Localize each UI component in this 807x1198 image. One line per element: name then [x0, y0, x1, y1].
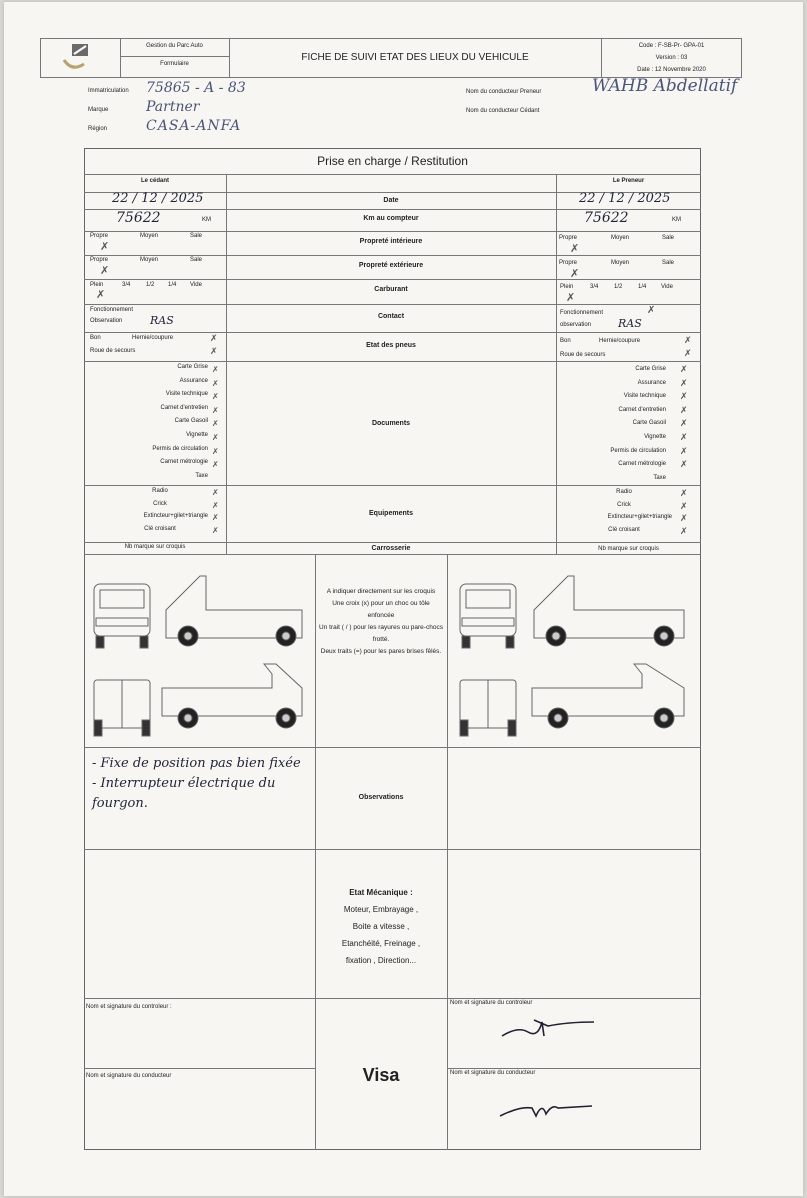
- right-doc-item: Assurance: [637, 379, 666, 386]
- left-doc-item: Taxe: [195, 472, 208, 479]
- doc-type: Formulaire: [160, 61, 189, 67]
- left-km-unit: KM: [202, 217, 211, 223]
- table-title: Prise en charge / Restitution: [317, 154, 468, 168]
- left-ext-check-icon: ✗: [100, 264, 110, 277]
- row-carrosserie: Carrosserie: [371, 545, 411, 552]
- left-fuel-14: 1/4: [168, 282, 177, 288]
- left-vehicle-sketch: [88, 560, 312, 744]
- right-ext-check-icon: ✗: [570, 267, 580, 280]
- left-int-propre: Propre: [90, 233, 109, 239]
- right-contact-check-icon: ✗: [647, 305, 656, 316]
- form-page: [4, 2, 803, 1196]
- right-date: 22 / 12 / 2025: [579, 191, 671, 206]
- right-docs-list: [560, 366, 666, 488]
- left-int-check-icon: ✗: [100, 240, 110, 253]
- controleur-signature: [498, 1012, 598, 1047]
- right-doc-item: Vignette: [644, 433, 666, 440]
- immat-label: Immatriculation: [88, 88, 129, 94]
- right-doc-item: Carte Gasoil: [632, 420, 666, 427]
- mecanique-line: Boite a vitesse ,: [352, 922, 410, 931]
- right-km-unit: KM: [672, 217, 681, 223]
- right-doc-item: Taxe: [653, 474, 666, 481]
- left-fuel-12: 1/2: [146, 282, 155, 288]
- row-carburant: Carburant: [374, 286, 408, 293]
- right-equip-item: Clé croisant: [608, 526, 640, 533]
- right-pneus-check-icon: ✗: [684, 336, 692, 346]
- left-fuel-34: 3/4: [122, 282, 131, 288]
- doc-version: Version : 03: [655, 55, 688, 61]
- left-pneus-check-icon: ✗: [210, 334, 218, 344]
- instruction-line: Deux traits (=) pour les pares brises fêlés.: [320, 648, 442, 655]
- left-equip-item: Radio: [152, 488, 168, 494]
- sig-controleur-left: Nom et signature du controleur :: [86, 1004, 172, 1010]
- right-hernie: Hernie/coupure: [599, 338, 641, 344]
- left-obs-value: RAS: [150, 314, 174, 327]
- left-ext-moyen: Moyen: [140, 257, 159, 263]
- right-fuel-14: 1/4: [638, 284, 647, 290]
- right-docs-checks-icon: ✗ ✗ ✗ ✗ ✗ ✗ ✗ ✗: [680, 365, 688, 471]
- left-doc-item: Vignette: [186, 431, 208, 438]
- right-doc-item: Carte Grise: [635, 366, 666, 372]
- right-roue: Roue de secours: [560, 352, 606, 358]
- instruction-line: A indiquer directement sur les croquis: [326, 588, 436, 595]
- doc-date: Date : 12 Novembre 2020: [637, 67, 706, 73]
- right-vehicle-sketch: [454, 560, 694, 744]
- right-fuel-12: 1/2: [614, 284, 623, 290]
- org-name: Gestion du Parc Auto: [146, 43, 203, 49]
- left-docs-checks-icon: ✗ ✗ ✗ ✗ ✗ ✗ ✗ ✗: [212, 365, 219, 470]
- instruction-line: Un trait ( / ) pour les rayures ou pare-chocs: [319, 624, 443, 631]
- right-ext-sale: Sale: [662, 260, 675, 266]
- right-doc-item: Visite technique: [623, 393, 666, 400]
- doc-code: Code : F-SB-Pr- GPA-01: [638, 43, 705, 49]
- right-equip-item: Radio: [616, 489, 632, 495]
- left-roue-check-icon: ✗: [210, 347, 218, 357]
- right-fuel-check-icon: ✗: [566, 291, 576, 304]
- left-equip-list: [88, 488, 208, 538]
- row-prop-ext: Propreté extérieure: [358, 262, 424, 269]
- left-equip-item: Crick: [153, 500, 167, 507]
- instruction-line: frotté.: [372, 636, 390, 643]
- right-doc-item: Carnet métrologie: [618, 461, 666, 468]
- left-hernie: Hernie/coupure: [132, 335, 174, 341]
- left-fuel-vide: Vide: [190, 282, 202, 288]
- right-doc-item: Carnet d'entretien: [618, 406, 666, 413]
- right-observation: observation: [560, 322, 592, 328]
- cedant-label: Nom du conducteur Cédant: [466, 108, 540, 114]
- sig-controleur-right: Nom et signature du controleur: [450, 1000, 533, 1006]
- right-nb-marque: Nb marque sur croquis: [598, 546, 659, 552]
- mecanique-line: fixation , Direction...: [345, 956, 417, 965]
- left-doc-item: Carte Grise: [177, 364, 208, 370]
- marque-label: Marque: [88, 107, 109, 113]
- row-pneus: Etat des pneus: [366, 342, 416, 349]
- right-int-check-icon: ✗: [570, 242, 580, 255]
- left-roue: Roue de secours: [90, 348, 136, 354]
- instruction-line: Une croix (x) pour un choc ou tôle enfoncée: [332, 600, 430, 619]
- sig-conducteur-left: Nom et signature du conducteur: [86, 1073, 172, 1079]
- right-int-sale: Sale: [662, 235, 675, 241]
- form-title: FICHE DE SUIVI ETAT DES LIEUX DU VEHICULE: [301, 52, 529, 63]
- preneur-label: Nom du conducteur Preneur: [466, 89, 542, 95]
- right-fuel-vide: Vide: [661, 284, 673, 290]
- row-equipements: Equipements: [369, 510, 413, 517]
- mecanique-block: [315, 884, 447, 969]
- left-doc-item: Assurance: [179, 377, 208, 384]
- right-equip-checks-icon: ✗ ✗ ✗ ✗: [680, 489, 688, 537]
- right-ext-propre: Propre: [559, 260, 578, 266]
- region-label: Région: [88, 126, 108, 132]
- region-value: CASA-ANFA: [146, 118, 242, 134]
- left-fuel-check-icon: ✗: [96, 288, 106, 301]
- observation-line: - Fixe de position pas bien fixée: [92, 756, 301, 771]
- left-equip-item: Clé croisant: [144, 525, 176, 532]
- left-observation: Observation: [90, 318, 123, 324]
- conducteur-signature: [496, 1092, 596, 1127]
- left-doc-item: Carte Gasoil: [174, 418, 208, 425]
- observations-label: Observations: [358, 794, 404, 801]
- left-doc-item: Carnet métrologie: [160, 459, 208, 466]
- company-logo: [50, 42, 110, 74]
- left-nb-marque: Nb marque sur croquis: [124, 544, 186, 550]
- left-fonctionnement: Fonctionnement: [90, 307, 134, 313]
- left-ext-propre: Propre: [90, 257, 109, 263]
- row-km: Km au compteur: [363, 215, 419, 222]
- right-doc-item: Permis de circulation: [610, 447, 666, 454]
- visa-label: Visa: [362, 1065, 400, 1085]
- right-km: 75622: [584, 210, 629, 226]
- left-fuel-plein: Plein: [90, 282, 104, 288]
- right-ext-moyen: Moyen: [611, 260, 630, 266]
- left-doc-item: Carnet d'entretien: [160, 404, 208, 411]
- row-prop-int: Propreté intérieure: [359, 238, 423, 245]
- left-doc-item: Visite technique: [165, 391, 208, 398]
- left-docs-list: [88, 364, 208, 486]
- left-equip-item: Extincteur+gilet+triangle: [143, 513, 208, 519]
- mecanique-line: Etanchéité, Freinage ,: [341, 939, 421, 948]
- right-roue-check-icon: ✗: [684, 349, 692, 359]
- left-bon: Bon: [90, 335, 101, 341]
- left-equip-checks-icon: ✗ ✗ ✗ ✗: [212, 488, 219, 535]
- right-bon: Bon: [560, 338, 571, 344]
- right-int-moyen: Moyen: [611, 235, 630, 241]
- left-doc-item: Permis de circulation: [152, 445, 208, 452]
- right-int-propre: Propre: [559, 235, 578, 241]
- left-int-moyen: Moyen: [140, 233, 159, 239]
- right-fonctionnement: Fonctionnement: [560, 310, 604, 316]
- sig-conducteur-right: Nom et signature du conducteur: [450, 1070, 536, 1076]
- right-equip-item: Crick: [617, 501, 631, 508]
- row-date: Date: [383, 197, 399, 204]
- immat-value: 75865 - A - 83: [146, 80, 246, 96]
- right-obs-value: RAS: [618, 317, 642, 330]
- col-cedant: Le cédant: [140, 178, 169, 184]
- observations-handwriting: [92, 754, 312, 814]
- observation-line: - Interrupteur électrique du fourgon.: [92, 776, 276, 811]
- right-equip-list: [560, 489, 672, 539]
- right-equip-item: Extincteur+gilet+triangle: [607, 514, 672, 520]
- right-fuel-plein: Plein: [560, 284, 574, 290]
- row-documents: Documents: [371, 420, 411, 427]
- marque-value: Partner: [146, 99, 200, 115]
- sketch-instructions: [318, 586, 444, 658]
- left-ext-sale: Sale: [190, 257, 203, 263]
- col-preneur: Le Preneur: [612, 178, 645, 184]
- mecanique-label: Etat Mécanique :: [349, 888, 413, 897]
- row-contact: Contact: [377, 313, 405, 320]
- mecanique-line: Moteur, Embrayage ,: [343, 905, 419, 914]
- left-date: 22 / 12 / 2025: [112, 191, 204, 206]
- left-km: 75622: [116, 210, 161, 226]
- right-fuel-34: 3/4: [590, 284, 599, 290]
- left-int-sale: Sale: [190, 233, 203, 239]
- preneur-value: WAHB Abdellatif: [592, 76, 738, 96]
